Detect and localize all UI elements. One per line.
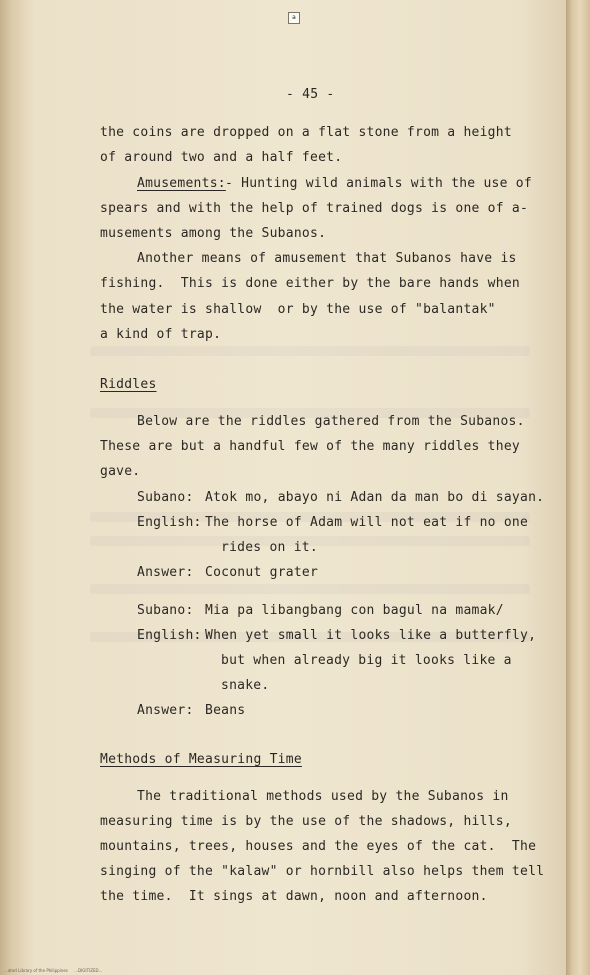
- section-heading-measuring-time: Methods of Measuring Time: [100, 752, 302, 767]
- text-line: The traditional methods used by the Subanos in: [137, 789, 509, 804]
- riddle-english-label: English:: [137, 515, 202, 530]
- riddle-subano-text: Mia pa libangbang con bagul na mamak/: [205, 603, 504, 618]
- text-line: the time. It sings at dawn, noon and afternoon.: [100, 889, 488, 904]
- text-line: fishing. This is done either by the bare hands when: [100, 276, 520, 291]
- riddle-answer-text: Beans: [205, 703, 246, 718]
- text-line: the coins are dropped on a flat stone from a height: [100, 125, 512, 140]
- text-line: singing of the "kalaw" or hornbill also helps them tell: [100, 864, 545, 879]
- page-edge: [566, 0, 590, 975]
- text-line: measuring time is by the use of the shadows, hills,: [100, 814, 512, 829]
- riddle-subano-label: Subano:: [137, 490, 194, 505]
- text-line: Below are the riddles gathered from the Subanos.: [137, 414, 525, 429]
- riddle-english-text: snake.: [221, 678, 270, 693]
- riddle-subano-label: Subano:: [137, 603, 194, 618]
- scan-footer: ...ated Library of the Philippines ...DIGITIZED...: [4, 968, 103, 973]
- bleed-through: [90, 346, 530, 356]
- text-line: spears and with the help of trained dogs is one of a-: [100, 201, 529, 216]
- text-line: the water is shallow or by the use of "balantak": [100, 302, 496, 317]
- riddle-english-text: but when already big it looks like a: [221, 653, 512, 668]
- riddle-answer-label: Answer:: [137, 703, 194, 718]
- archive-stamp: a: [288, 12, 300, 24]
- text-line: mountains, trees, houses and the eyes of the cat. The: [100, 839, 537, 854]
- bleed-through: [90, 584, 530, 594]
- riddle-answer-text: Coconut grater: [205, 565, 319, 580]
- section-heading-amusements: Amusements:: [137, 176, 226, 191]
- text-line: These are but a handful few of the many riddles they: [100, 439, 520, 454]
- section-heading-riddles: Riddles: [100, 377, 157, 392]
- text-line: - Hunting wild animals with the use of: [225, 176, 532, 191]
- text-line: musements among the Subanos.: [100, 226, 327, 241]
- riddle-english-text: rides on it.: [221, 540, 318, 555]
- text-line: of around two and a half feet.: [100, 150, 343, 165]
- riddle-english-text: When yet small it looks like a butterfly,: [205, 628, 537, 643]
- riddle-english-label: English:: [137, 628, 202, 643]
- riddle-subano-text: Atok mo, abayo ni Adan da man bo di sayan.: [205, 490, 545, 505]
- text-line: a kind of trap.: [100, 327, 222, 342]
- text-line: gave.: [100, 464, 141, 479]
- riddle-english-text: The horse of Adam will not eat if no one: [205, 515, 529, 530]
- page-number: - 45 -: [286, 87, 335, 102]
- riddle-answer-label: Answer:: [137, 565, 194, 580]
- text-line: Another means of amusement that Subanos have is: [137, 251, 517, 266]
